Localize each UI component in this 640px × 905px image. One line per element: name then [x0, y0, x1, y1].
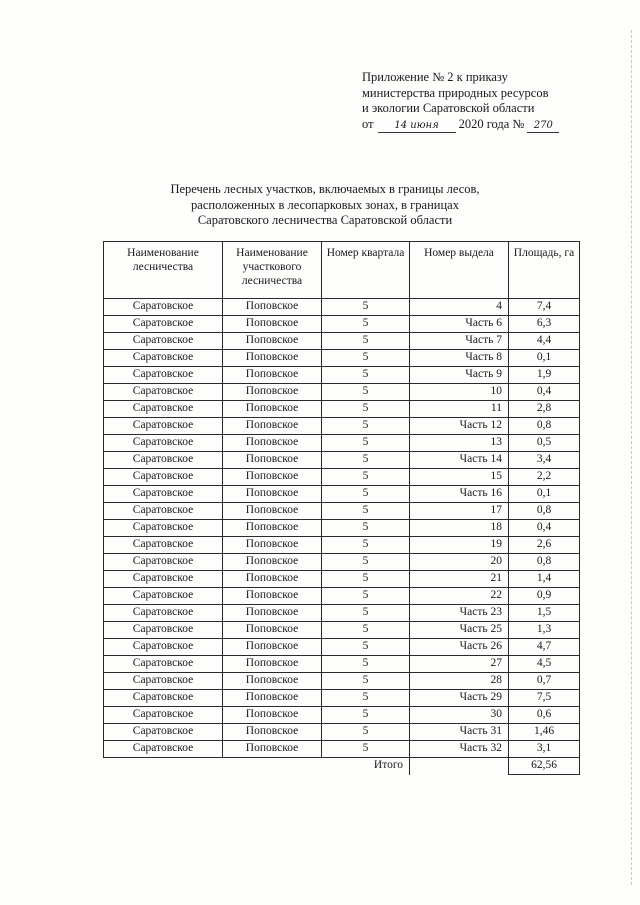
cell-area: 1,4: [509, 571, 580, 588]
cell-area: 7,4: [509, 299, 580, 316]
cell-allotment: Часть 25: [410, 622, 509, 639]
cell-district-forestry: Поповское: [223, 537, 322, 554]
cell-area: 0,6: [509, 707, 580, 724]
cell-area: 6,3: [509, 316, 580, 333]
cell-quarter: 5: [322, 571, 410, 588]
table-row: [104, 639, 580, 656]
cell-quarter: 5: [322, 588, 410, 605]
cell-quarter: 5: [322, 401, 410, 418]
cell-district-forestry: Поповское: [223, 333, 322, 350]
cell-district-forestry: Поповское: [223, 656, 322, 673]
cell-quarter: 5: [322, 384, 410, 401]
cell-allotment: Часть 26: [410, 639, 509, 656]
cell-allotment: 11: [410, 401, 509, 418]
cell-quarter: 5: [322, 741, 410, 758]
cell-forestry: Саратовское: [104, 486, 223, 503]
table-row: [104, 333, 580, 350]
cell-forestry: Саратовское: [104, 401, 223, 418]
cell-district-forestry: Поповское: [223, 520, 322, 537]
cell-forestry: Саратовское: [104, 316, 223, 333]
document-title: [150, 182, 500, 229]
table-row: [104, 622, 580, 639]
cell-area: 3,1: [509, 741, 580, 758]
cell-quarter: 5: [322, 503, 410, 520]
table-row: [104, 350, 580, 367]
cell-quarter: 5: [322, 333, 410, 350]
cell-forestry: Саратовское: [104, 333, 223, 350]
table-row: [104, 452, 580, 469]
table-row: [104, 486, 580, 503]
appendix-line-3: и экологии Саратовской области: [362, 101, 535, 115]
table-row: [104, 316, 580, 333]
cell-allotment: Часть 12: [410, 418, 509, 435]
cell-forestry: Саратовское: [104, 469, 223, 486]
cell-allotment: 28: [410, 673, 509, 690]
cell-allotment: Часть 14: [410, 452, 509, 469]
cell-area: 2,8: [509, 401, 580, 418]
table-row: [104, 724, 580, 741]
cell-allotment: Часть 32: [410, 741, 509, 758]
cell-allotment: Часть 8: [410, 350, 509, 367]
cell-district-forestry: Поповское: [223, 486, 322, 503]
cell-area: 2,2: [509, 469, 580, 486]
forest-plots-table: [103, 241, 580, 775]
cell-allotment: 13: [410, 435, 509, 452]
cell-district-forestry: Поповское: [223, 707, 322, 724]
table-row: [104, 605, 580, 622]
cell-area: 0,5: [509, 435, 580, 452]
cell-forestry: Саратовское: [104, 520, 223, 537]
table-row: [104, 418, 580, 435]
cell-quarter: 5: [322, 299, 410, 316]
cell-allotment: Часть 31: [410, 724, 509, 741]
cell-forestry: Саратовское: [104, 418, 223, 435]
title-line-2: расположенных в лесопарковых зонах, в границах: [191, 197, 459, 212]
table-row: [104, 384, 580, 401]
cell-quarter: 5: [322, 537, 410, 554]
cell-district-forestry: Поповское: [223, 673, 322, 690]
cell-forestry: Саратовское: [104, 435, 223, 452]
year-text: 2020 года №: [458, 116, 525, 131]
cell-quarter: 5: [322, 673, 410, 690]
cell-allotment: Часть 6: [410, 316, 509, 333]
cell-forestry: Саратовское: [104, 452, 223, 469]
cell-district-forestry: Поповское: [223, 724, 322, 741]
handwritten-date: 14 июня: [378, 120, 456, 133]
cell-area: 1,5: [509, 605, 580, 622]
cell-forestry: Саратовское: [104, 299, 223, 316]
total-empty-cell: [410, 758, 509, 775]
cell-allotment: Часть 7: [410, 333, 509, 350]
from-label: от: [362, 116, 374, 131]
cell-district-forestry: Поповское: [223, 554, 322, 571]
cell-quarter: 5: [322, 316, 410, 333]
table-row: [104, 656, 580, 673]
cell-forestry: Саратовское: [104, 656, 223, 673]
cell-district-forestry: Поповское: [223, 571, 322, 588]
total-label: Итого: [104, 758, 410, 775]
cell-quarter: 5: [322, 350, 410, 367]
table-row: [104, 588, 580, 605]
cell-district-forestry: Поповское: [223, 605, 322, 622]
cell-allotment: 17: [410, 503, 509, 520]
total-value: 62,56: [509, 758, 580, 775]
cell-area: 0,4: [509, 520, 580, 537]
title-line-1: Перечень лесных участков, включаемых в границы лесов,: [170, 182, 480, 196]
table-row: [104, 571, 580, 588]
header-forestry: Наименование лесничества: [104, 242, 223, 299]
table-row: [104, 554, 580, 571]
cell-allotment: 19: [410, 537, 509, 554]
cell-allotment: 10: [410, 384, 509, 401]
cell-quarter: 5: [322, 707, 410, 724]
cell-forestry: Саратовское: [104, 367, 223, 384]
cell-district-forestry: Поповское: [223, 741, 322, 758]
cell-area: 0,8: [509, 418, 580, 435]
cell-district-forestry: Поповское: [223, 299, 322, 316]
cell-area: 4,4: [509, 333, 580, 350]
cell-allotment: Часть 29: [410, 690, 509, 707]
cell-allotment: 15: [410, 469, 509, 486]
cell-forestry: Саратовское: [104, 571, 223, 588]
cell-area: 0,8: [509, 503, 580, 520]
cell-district-forestry: Поповское: [223, 418, 322, 435]
table-row: [104, 690, 580, 707]
cell-forestry: Саратовское: [104, 622, 223, 639]
cell-area: 0,1: [509, 350, 580, 367]
table-body: [104, 299, 580, 758]
cell-forestry: Саратовское: [104, 639, 223, 656]
cell-forestry: Саратовское: [104, 605, 223, 622]
header-allotment-number: Номер выдела: [410, 242, 509, 299]
cell-area: 1,46: [509, 724, 580, 741]
cell-area: 4,5: [509, 656, 580, 673]
cell-quarter: 5: [322, 690, 410, 707]
table-row: [104, 707, 580, 724]
table-row: [104, 537, 580, 554]
cell-district-forestry: Поповское: [223, 588, 322, 605]
handwritten-number: 270: [527, 120, 559, 133]
title-line-3: Саратовского лесничества Саратовской области: [197, 213, 453, 227]
cell-allotment: 22: [410, 588, 509, 605]
cell-quarter: 5: [322, 367, 410, 384]
cell-forestry: Саратовское: [104, 537, 223, 554]
cell-district-forestry: Поповское: [223, 452, 322, 469]
cell-quarter: 5: [322, 554, 410, 571]
cell-allotment: 20: [410, 554, 509, 571]
appendix-line-1: Приложение № 2 к приказу: [362, 70, 508, 84]
cell-quarter: 5: [322, 639, 410, 656]
cell-forestry: Саратовское: [104, 690, 223, 707]
table-row: [104, 741, 580, 758]
cell-allotment: Часть 23: [410, 605, 509, 622]
cell-district-forestry: Поповское: [223, 384, 322, 401]
cell-area: 2,6: [509, 537, 580, 554]
appendix-date-line: [362, 117, 602, 133]
cell-quarter: 5: [322, 469, 410, 486]
cell-forestry: Саратовское: [104, 350, 223, 367]
cell-forestry: Саратовское: [104, 707, 223, 724]
cell-district-forestry: Поповское: [223, 367, 322, 384]
cell-forestry: Саратовское: [104, 384, 223, 401]
cell-allotment: 21: [410, 571, 509, 588]
cell-quarter: 5: [322, 605, 410, 622]
cell-area: 7,5: [509, 690, 580, 707]
cell-forestry: Саратовское: [104, 724, 223, 741]
cell-quarter: 5: [322, 724, 410, 741]
cell-district-forestry: Поповское: [223, 622, 322, 639]
cell-allotment: 18: [410, 520, 509, 537]
cell-area: 3,4: [509, 452, 580, 469]
cell-district-forestry: Поповское: [223, 350, 322, 367]
cell-district-forestry: Поповское: [223, 503, 322, 520]
cell-allotment: 4: [410, 299, 509, 316]
cell-forestry: Саратовское: [104, 503, 223, 520]
table-row: [104, 435, 580, 452]
cell-area: 1,9: [509, 367, 580, 384]
cell-area: 0,4: [509, 384, 580, 401]
cell-quarter: 5: [322, 656, 410, 673]
cell-district-forestry: Поповское: [223, 469, 322, 486]
cell-quarter: 5: [322, 622, 410, 639]
cell-district-forestry: Поповское: [223, 316, 322, 333]
cell-area: 0,8: [509, 554, 580, 571]
cell-area: 0,7: [509, 673, 580, 690]
cell-allotment: Часть 9: [410, 367, 509, 384]
cell-district-forestry: Поповское: [223, 639, 322, 656]
cell-allotment: 27: [410, 656, 509, 673]
table-row: [104, 367, 580, 384]
cell-district-forestry: Поповское: [223, 690, 322, 707]
cell-area: 4,7: [509, 639, 580, 656]
table-row: [104, 401, 580, 418]
appendix-header: [362, 70, 602, 133]
cell-forestry: Саратовское: [104, 588, 223, 605]
appendix-line-2: министерства природных ресурсов: [362, 85, 549, 100]
cell-quarter: 5: [322, 520, 410, 537]
cell-district-forestry: Поповское: [223, 435, 322, 452]
cell-area: 0,1: [509, 486, 580, 503]
table-row: [104, 673, 580, 690]
total-row: [104, 758, 580, 775]
cell-area: 0,9: [509, 588, 580, 605]
header-district-forestry: Наименование участкового лесничества: [223, 242, 322, 299]
table-header-row: [104, 242, 580, 299]
table-row: [104, 520, 580, 537]
cell-district-forestry: Поповское: [223, 401, 322, 418]
table-row: [104, 299, 580, 316]
page-edge-line: [631, 30, 632, 885]
cell-forestry: Саратовское: [104, 554, 223, 571]
cell-allotment: Часть 16: [410, 486, 509, 503]
cell-forestry: Саратовское: [104, 741, 223, 758]
cell-quarter: 5: [322, 486, 410, 503]
table-row: [104, 469, 580, 486]
cell-area: 1,3: [509, 622, 580, 639]
header-quarter-number: Номер квартала: [322, 242, 410, 299]
cell-allotment: 30: [410, 707, 509, 724]
cell-quarter: 5: [322, 452, 410, 469]
cell-quarter: 5: [322, 435, 410, 452]
header-area: Площадь, га: [509, 242, 580, 299]
cell-quarter: 5: [322, 418, 410, 435]
cell-forestry: Саратовское: [104, 673, 223, 690]
table-row: [104, 503, 580, 520]
